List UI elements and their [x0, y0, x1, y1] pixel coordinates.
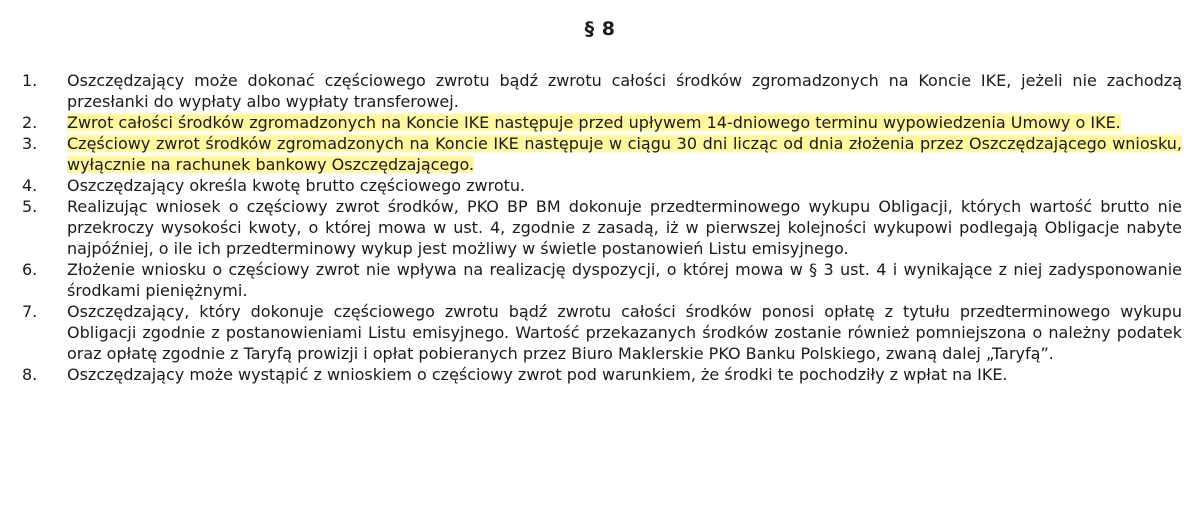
paragraph-number: 7. — [22, 302, 38, 321]
paragraph-text — [67, 259, 1182, 301]
paragraph-number: 3. — [22, 134, 38, 153]
paragraph-text-content: Oszczędzający może dokonać częściowego zwrotu bądź zwrotu całości środków zgromadzonych na Koncie IKE, jeżeli nie zachodzą przesłanki do wypłaty albo wypłaty transferowej. — [67, 71, 1182, 111]
paragraph-text — [67, 364, 1182, 385]
paragraph-number: 1. — [22, 71, 38, 90]
paragraph-text — [67, 301, 1182, 364]
paragraph-text-content: Złożenie wniosku o częściowy zwrot nie wpływa na realizację dyspozycji, o której mowa w § 3 ust. 4 i wynikające z niej zadysponowanie środkami pieniężnymi. — [67, 260, 1182, 300]
highlighted-text: Częściowy zwrot środków zgromadzonych na Koncie IKE następuje w ciągu 30 dni licząc od dnia złożenia przez Oszczędzającego wniosku, wyłącznie na rachunek bankowy Oszczędzającego. — [67, 134, 1182, 174]
paragraph-text-content: Realizując wniosek o częściowy zwrot środków, PKO BP BM dokonuje przedterminowego wykupu Obligacji, których wartość brutto nie przekroczy wysokości kwoty, o której mowa w ust. 4, zgodnie z zasadą, iż w pierwszej kolejności wykupowi podlegają Obligacje nabyte najpóźniej, o ile ich przedterminowy wykup jest możliwy w świetle postanowień Listu emisyjnego. — [67, 197, 1182, 258]
paragraph-number: 8. — [22, 365, 38, 384]
paragraph-text-content: Oszczędzający określa kwotę brutto częściowego zwrotu. — [67, 176, 526, 195]
paragraph-item — [22, 70, 1182, 112]
section-heading: § 8 — [584, 18, 616, 40]
paragraph-item-highlighted — [22, 133, 1182, 175]
paragraph-text — [67, 112, 1182, 133]
paragraph-number: 5. — [22, 197, 38, 216]
paragraph-text-content: Oszczędzający, który dokonuje częściowego zwrotu bądź zwrotu całości środków ponosi opłatę z tytułu przedterminowego wykupu Obligacji zgodnie z postanowieniami Listu emisyjnego. Wartość przekazanych środków zostanie również pomniejszona o należny podatek oraz opłatę zgodnie z Taryfą prowizji i opłat pobieranych przez Biuro Maklerskie PKO Banku Polskiego, zwaną dalej „Taryfą”. — [67, 302, 1182, 363]
paragraph-item — [22, 259, 1182, 301]
paragraph-number: 4. — [22, 176, 38, 195]
paragraph-text — [67, 196, 1182, 259]
paragraph-item — [22, 196, 1182, 259]
paragraph-item — [22, 364, 1182, 385]
paragraph-item-highlighted — [22, 112, 1182, 133]
paragraph-text — [67, 175, 1182, 196]
highlighted-text: Zwrot całości środków zgromadzonych na Koncie IKE następuje przed upływem 14-dniowego terminu wypowiedzenia Umowy o IKE. — [67, 113, 1121, 132]
paragraph-number: 6. — [22, 260, 38, 279]
paragraph-text — [67, 70, 1182, 112]
paragraph-item — [22, 175, 1182, 196]
paragraph-text — [67, 133, 1182, 175]
paragraph-list — [22, 70, 1182, 385]
paragraph-text-content: Oszczędzający może wystąpić z wnioskiem o częściowy zwrot pod warunkiem, że środki te pochodziły z wpłat na IKE. — [67, 365, 1008, 384]
paragraph-number: 2. — [22, 113, 38, 132]
paragraph-item — [22, 301, 1182, 364]
